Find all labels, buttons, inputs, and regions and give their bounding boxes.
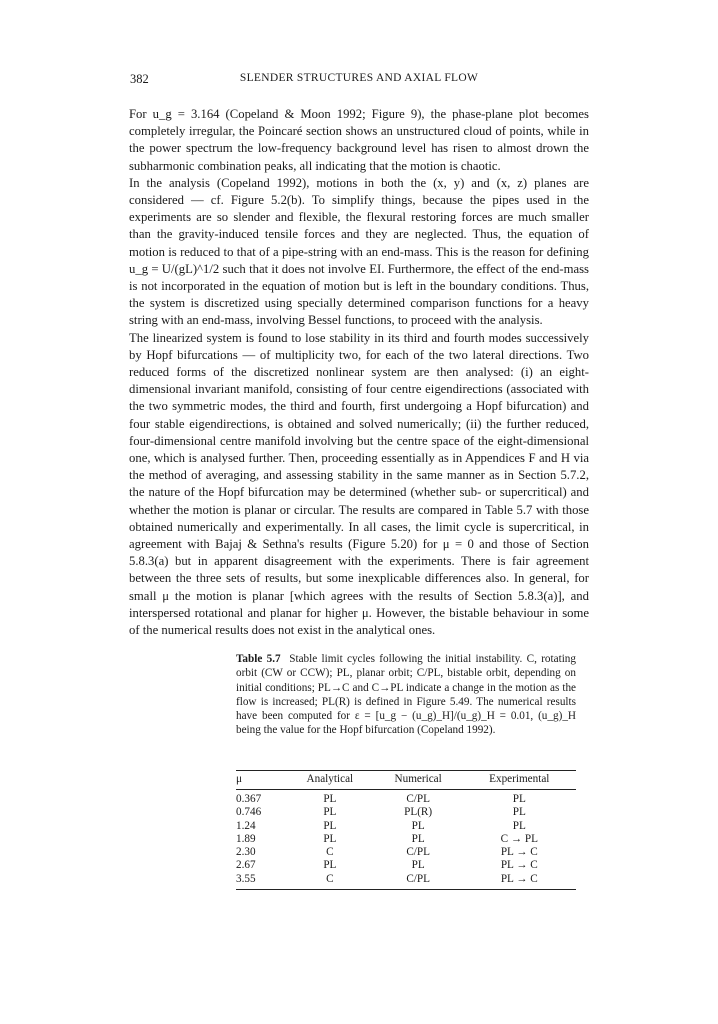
cell-mu: 2.30 [236,846,256,859]
running-title: SLENDER STRUCTURES AND AXIAL FLOW [239,72,479,84]
cell-mu: 1.89 [236,832,256,845]
cell-numerical: PL(R) [404,806,433,819]
table-row [236,846,576,859]
header-numerical: Numerical [374,771,463,790]
body-text [129,106,589,639]
table-row [236,833,576,846]
table-header-row [236,771,576,790]
cell-numerical: C/PL [406,846,430,859]
table-caption-text: Stable limit cycles following the initial instability. C, rotating orbit (CW or CCW); PL, planar orbit; C/PL, bistable orbit, depending on initial conditions; PL→C and C→PL indicate a change in the motion as the flow is increased; PL(R) is defined in Figure 5.49. The numerical results have been computed for ε = [u_g − (u_g)_H]/(u_g)_H = 0.01, (u_g)_H being the value for the Hopf bifurcation (Copeland 1992). [236,653,576,737]
table-label: Table 5.7 [236,653,281,665]
cell-experimental: PL → C [500,859,538,872]
cell-numerical: C/PL [406,793,430,805]
cell-analytical: PL [323,832,337,845]
page-number: 382 [130,72,149,86]
cell-analytical: C [326,846,334,859]
page-header [130,72,588,88]
cell-numerical: PL [411,832,425,845]
paragraph-2: In the analysis (Copeland 1992), motions in both the (x, y) and (x, z) planes are considered — cf. Figure 5.2(b). To simplify things, because the pipes used in the experiments are so slender and flexible, the flexural restoring forces are much smaller than the gravity-induced tensile forces and they are neglected. Thus, the equation of motion is reduced to that of a pipe-string with an end-mass. This is the reason for defining u_g = U/(gL)^1/2 such that it does not involve EI. Furthermore, the effect of the end-mass is not incorporated in the equation of motion but is left in the boundary conditions. Thus, the system is discretized using specially determined comparison functions for a heavy string with an end-mass, involving Bessel functions, to proceed with the analysis. [129,175,589,328]
cell-experimental: C → PL [500,832,538,845]
cell-numerical: PL [411,819,425,832]
header-experimental: Experimental [463,771,576,790]
header-mu: μ [236,771,286,790]
table-row [236,820,576,833]
table-row [236,790,576,807]
cell-mu: 2.67 [236,859,256,872]
cell-numerical: PL [411,859,425,872]
table-row [236,873,576,890]
cell-mu: 1.24 [236,819,256,832]
cell-experimental: PL [512,806,526,819]
cell-analytical: PL [323,819,337,832]
cell-numerical: C/PL [374,873,463,890]
cell-experimental: PL [512,819,526,832]
table-row [236,859,576,872]
cell-analytical: PL [323,793,337,805]
cell-experimental: PL → C [500,846,538,859]
cell-analytical: PL [323,859,337,872]
cell-mu: 3.55 [236,873,286,890]
header-analytical: Analytical [286,771,374,790]
cell-mu: 0.367 [236,793,262,805]
cell-analytical: C [286,873,374,890]
cell-analytical: PL [323,806,337,819]
cell-experimental: PL [512,793,526,805]
table-row [236,806,576,819]
table-caption [236,652,576,738]
paragraph-3: The linearized system is found to lose stability in its third and fourth modes successively by Hopf bifurcations — of multiplicity two, for each of the two lateral directions. Two reduced forms of the discretized nonlinear system are then analysed: (i) an eight-dimensional invariant manifold, consisting of four centre eigendirections (associated with the two symmetric modes, the third and fourth, first undergoing a Hopf bifurcation) and four stable eigendirections, is obtained and solved numerically; (ii) the further reduced, four-dimensional centre manifold involving but the centre space of the eight-dimensional one, which is analysed further. Then, proceeding essentially as in Appendices F and H via the method of averaging, and assessing stability in the same manner as in Section 5.7.2, the nature of the Hopf bifurcation may be determined (whether sub- or supercritical) and whether the motion is planar or circular. The results are compared in Table 5.7 with those obtained numerically and experimentally. In all cases, the limit cycle is supercritical, in agreement with Bajaj & Sethna's results (Figure 5.20) for μ = 0 and those of Section 5.8.3(a) but in apparent disagreement with the experiments. There is fair agreement between the three sets of results, but some inexplicable differences also. In general, for small μ the motion is planar [which agrees with the results of Section 5.8.3(a)], and interspersed rotational and planar for higher μ. However, the bistable behaviour in some of the numerical results does not exist in the analytical ones. [129,330,589,638]
cell-experimental: PL → C [463,873,576,890]
results-table [236,770,576,890]
cell-mu: 0.746 [236,806,262,819]
paragraph-1: For u_g = 3.164 (Copeland & Moon 1992; Figure 9), the phase-plane plot becomes completely irregular, the Poincaré section shows an unstructured cloud of points, while in the power spectrum the low-frequency background level has risen to almost drown the subharmonic combination peaks, all indicating that the motion is chaotic. [129,107,589,173]
